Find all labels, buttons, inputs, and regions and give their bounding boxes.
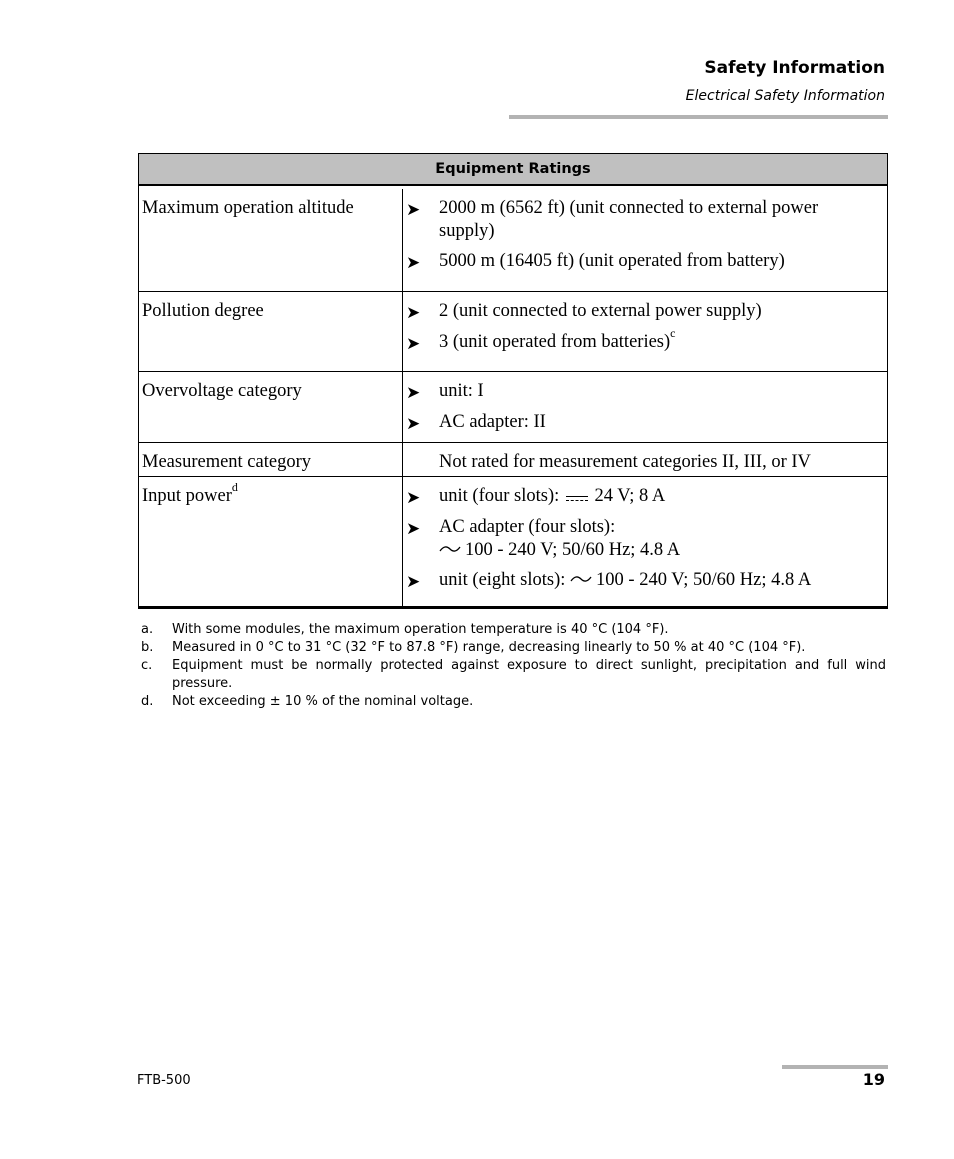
- section-title: Safety Information: [704, 58, 885, 78]
- item-text: [439, 569, 875, 593]
- table-row: [139, 476, 888, 607]
- footnote-ref: d: [231, 480, 238, 495]
- item-line2: 100 - 240 V; 50/60 Hz; 4.8 A: [465, 539, 681, 560]
- item-prefix: unit (four slots):: [439, 485, 560, 506]
- row-label: Overvoltage category: [139, 371, 403, 442]
- alternating-current-icon: [439, 544, 461, 554]
- footnote-label: a.: [141, 622, 154, 637]
- list-item: [406, 300, 875, 324]
- item-text: AC adapter: II: [439, 411, 546, 432]
- list-item: [406, 569, 875, 593]
- arrow-bullet-icon: ➤: [406, 253, 421, 272]
- footnote: [141, 639, 886, 657]
- item-text: [439, 485, 875, 509]
- arrow-bullet-icon: ➤: [406, 571, 421, 591]
- row-label: Pollution degree: [139, 291, 403, 371]
- list-item: [406, 516, 875, 562]
- footnote-text: Equipment must be normally protected against exposure to direct sunlight, precipitation and full wind pressure.: [172, 658, 886, 691]
- item-prefix: unit (eight slots):: [439, 569, 566, 590]
- header-rule: [509, 115, 888, 119]
- row-label-text: Input power: [142, 485, 232, 506]
- alternating-current-icon: [570, 574, 592, 584]
- item-suffix: 100 - 240 V; 50/60 Hz; 4.8 A: [596, 569, 812, 590]
- row-values: [403, 476, 888, 607]
- row-label: [139, 476, 403, 607]
- footnotes: [141, 621, 886, 711]
- item-text: Not rated for measurement categories II, III, or IV: [439, 451, 811, 472]
- list-item: [406, 411, 875, 435]
- item-line2-wrap: [439, 539, 875, 562]
- item-suffix: 24 V; 8 A: [594, 485, 666, 506]
- item-text: 2 (unit connected to external power supply): [439, 300, 762, 321]
- table-heading: Equipment Ratings: [139, 154, 888, 186]
- arrow-bullet-icon: ➤: [406, 382, 421, 402]
- footnote-text: Measured in 0 °C to 31 °C (32 °F to 87.8 °F) range, decreasing linearly to 50 % at 40 °C (104 °F).: [172, 640, 806, 655]
- arrow-bullet-icon: ➤: [406, 333, 421, 353]
- footnote: [141, 693, 886, 711]
- page-number: 19: [862, 1070, 885, 1089]
- footnote-ref: c: [670, 326, 676, 341]
- list-item: [406, 380, 875, 404]
- table-row: [139, 371, 888, 442]
- arrow-bullet-icon: ➤: [406, 200, 421, 219]
- list-item: [406, 250, 875, 274]
- list-item: [406, 197, 875, 243]
- direct-current-icon: [566, 492, 588, 502]
- footnote: [141, 621, 886, 639]
- table-row: [139, 442, 888, 476]
- arrow-bullet-icon: ➤: [406, 413, 421, 433]
- item-text: unit: I: [439, 380, 484, 401]
- table-row: [139, 291, 888, 371]
- list-item: [406, 326, 875, 355]
- arrow-bullet-icon: ➤: [406, 518, 421, 538]
- item-text: 2000 m (6562 ft) (unit connected to external power supply): [439, 198, 819, 241]
- item-text: 5000 m (16405 ft) (unit operated from battery): [439, 251, 785, 271]
- item-text: [439, 516, 875, 562]
- arrow-bullet-icon: ➤: [406, 487, 421, 507]
- section-subtitle: Electrical Safety Information: [685, 88, 885, 104]
- item-text-main: 3 (unit operated from batteries): [439, 331, 671, 352]
- equipment-ratings-table: [138, 153, 888, 609]
- arrow-bullet-icon: ➤: [406, 302, 421, 322]
- footnote-label: d.: [141, 694, 154, 709]
- row-values: [403, 371, 888, 442]
- row-values: [403, 442, 888, 476]
- footnote: [141, 657, 886, 693]
- footer-rule: [782, 1065, 888, 1069]
- footnote-text: Not exceeding ± 10 % of the nominal voltage.: [172, 694, 474, 709]
- row-values: [403, 291, 888, 371]
- table-row: [139, 189, 888, 291]
- list-item: [406, 485, 875, 509]
- item-line1: AC adapter (four slots):: [439, 516, 616, 537]
- row-label: Measurement category: [139, 442, 403, 476]
- footnote-text: With some modules, the maximum operation temperature is 40 °C (104 °F).: [172, 622, 669, 637]
- row-label: Maximum operation altitude: [139, 189, 403, 291]
- product-name: FTB-500: [137, 1073, 191, 1088]
- row-values: [403, 189, 888, 291]
- footnote-label: c.: [141, 658, 153, 673]
- item-text: [439, 326, 875, 355]
- footnote-label: b.: [141, 640, 154, 655]
